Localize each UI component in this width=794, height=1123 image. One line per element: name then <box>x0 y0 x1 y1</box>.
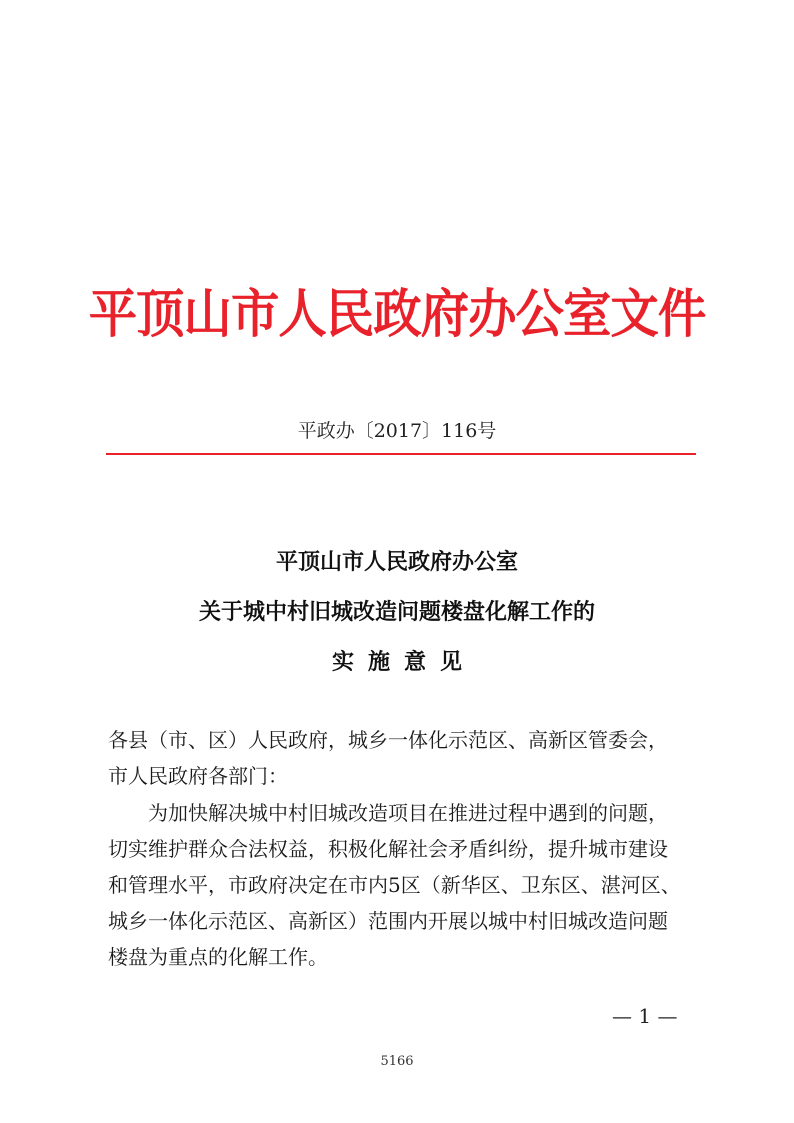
document-title-line-1: 平顶山市人民政府办公室 <box>275 549 518 575</box>
body-line: 为加快解决城中村旧城改造项目在推进过程中遇到的问题， <box>148 801 668 825</box>
red-separator-line <box>106 453 696 455</box>
document-number: 平政办〔2017〕116号 <box>297 420 497 442</box>
body-line: 和管理水平，市政府决定在市内5区（新华区、卫东区、湛河区、 <box>108 873 681 897</box>
body-paragraph <box>108 795 698 975</box>
addressee-line: 各县（市、区）人民政府，城乡一体化示范区、高新区管委会， <box>108 728 668 752</box>
footer-code: 5166 <box>380 1054 414 1069</box>
addressee-line: 市人民政府各部门： <box>108 764 288 788</box>
document-title-line-3: 实施意见 <box>331 649 476 675</box>
issuer-header: 平顶山市人民政府办公室文件 <box>88 284 706 345</box>
page-number: — 1 — <box>612 1004 678 1028</box>
addressee-block <box>108 722 698 794</box>
body-line: 切实维护群众合法权益，积极化解社会矛盾纠纷，提升城市建设 <box>108 837 668 861</box>
document-title-line-2: 关于城中村旧城改造问题楼盘化解工作的 <box>198 599 595 625</box>
body-line: 城乡一体化示范区、高新区）范围内开展以城中村旧城改造问题 <box>108 909 668 933</box>
body-line: 楼盘为重点的化解工作。 <box>108 945 328 969</box>
